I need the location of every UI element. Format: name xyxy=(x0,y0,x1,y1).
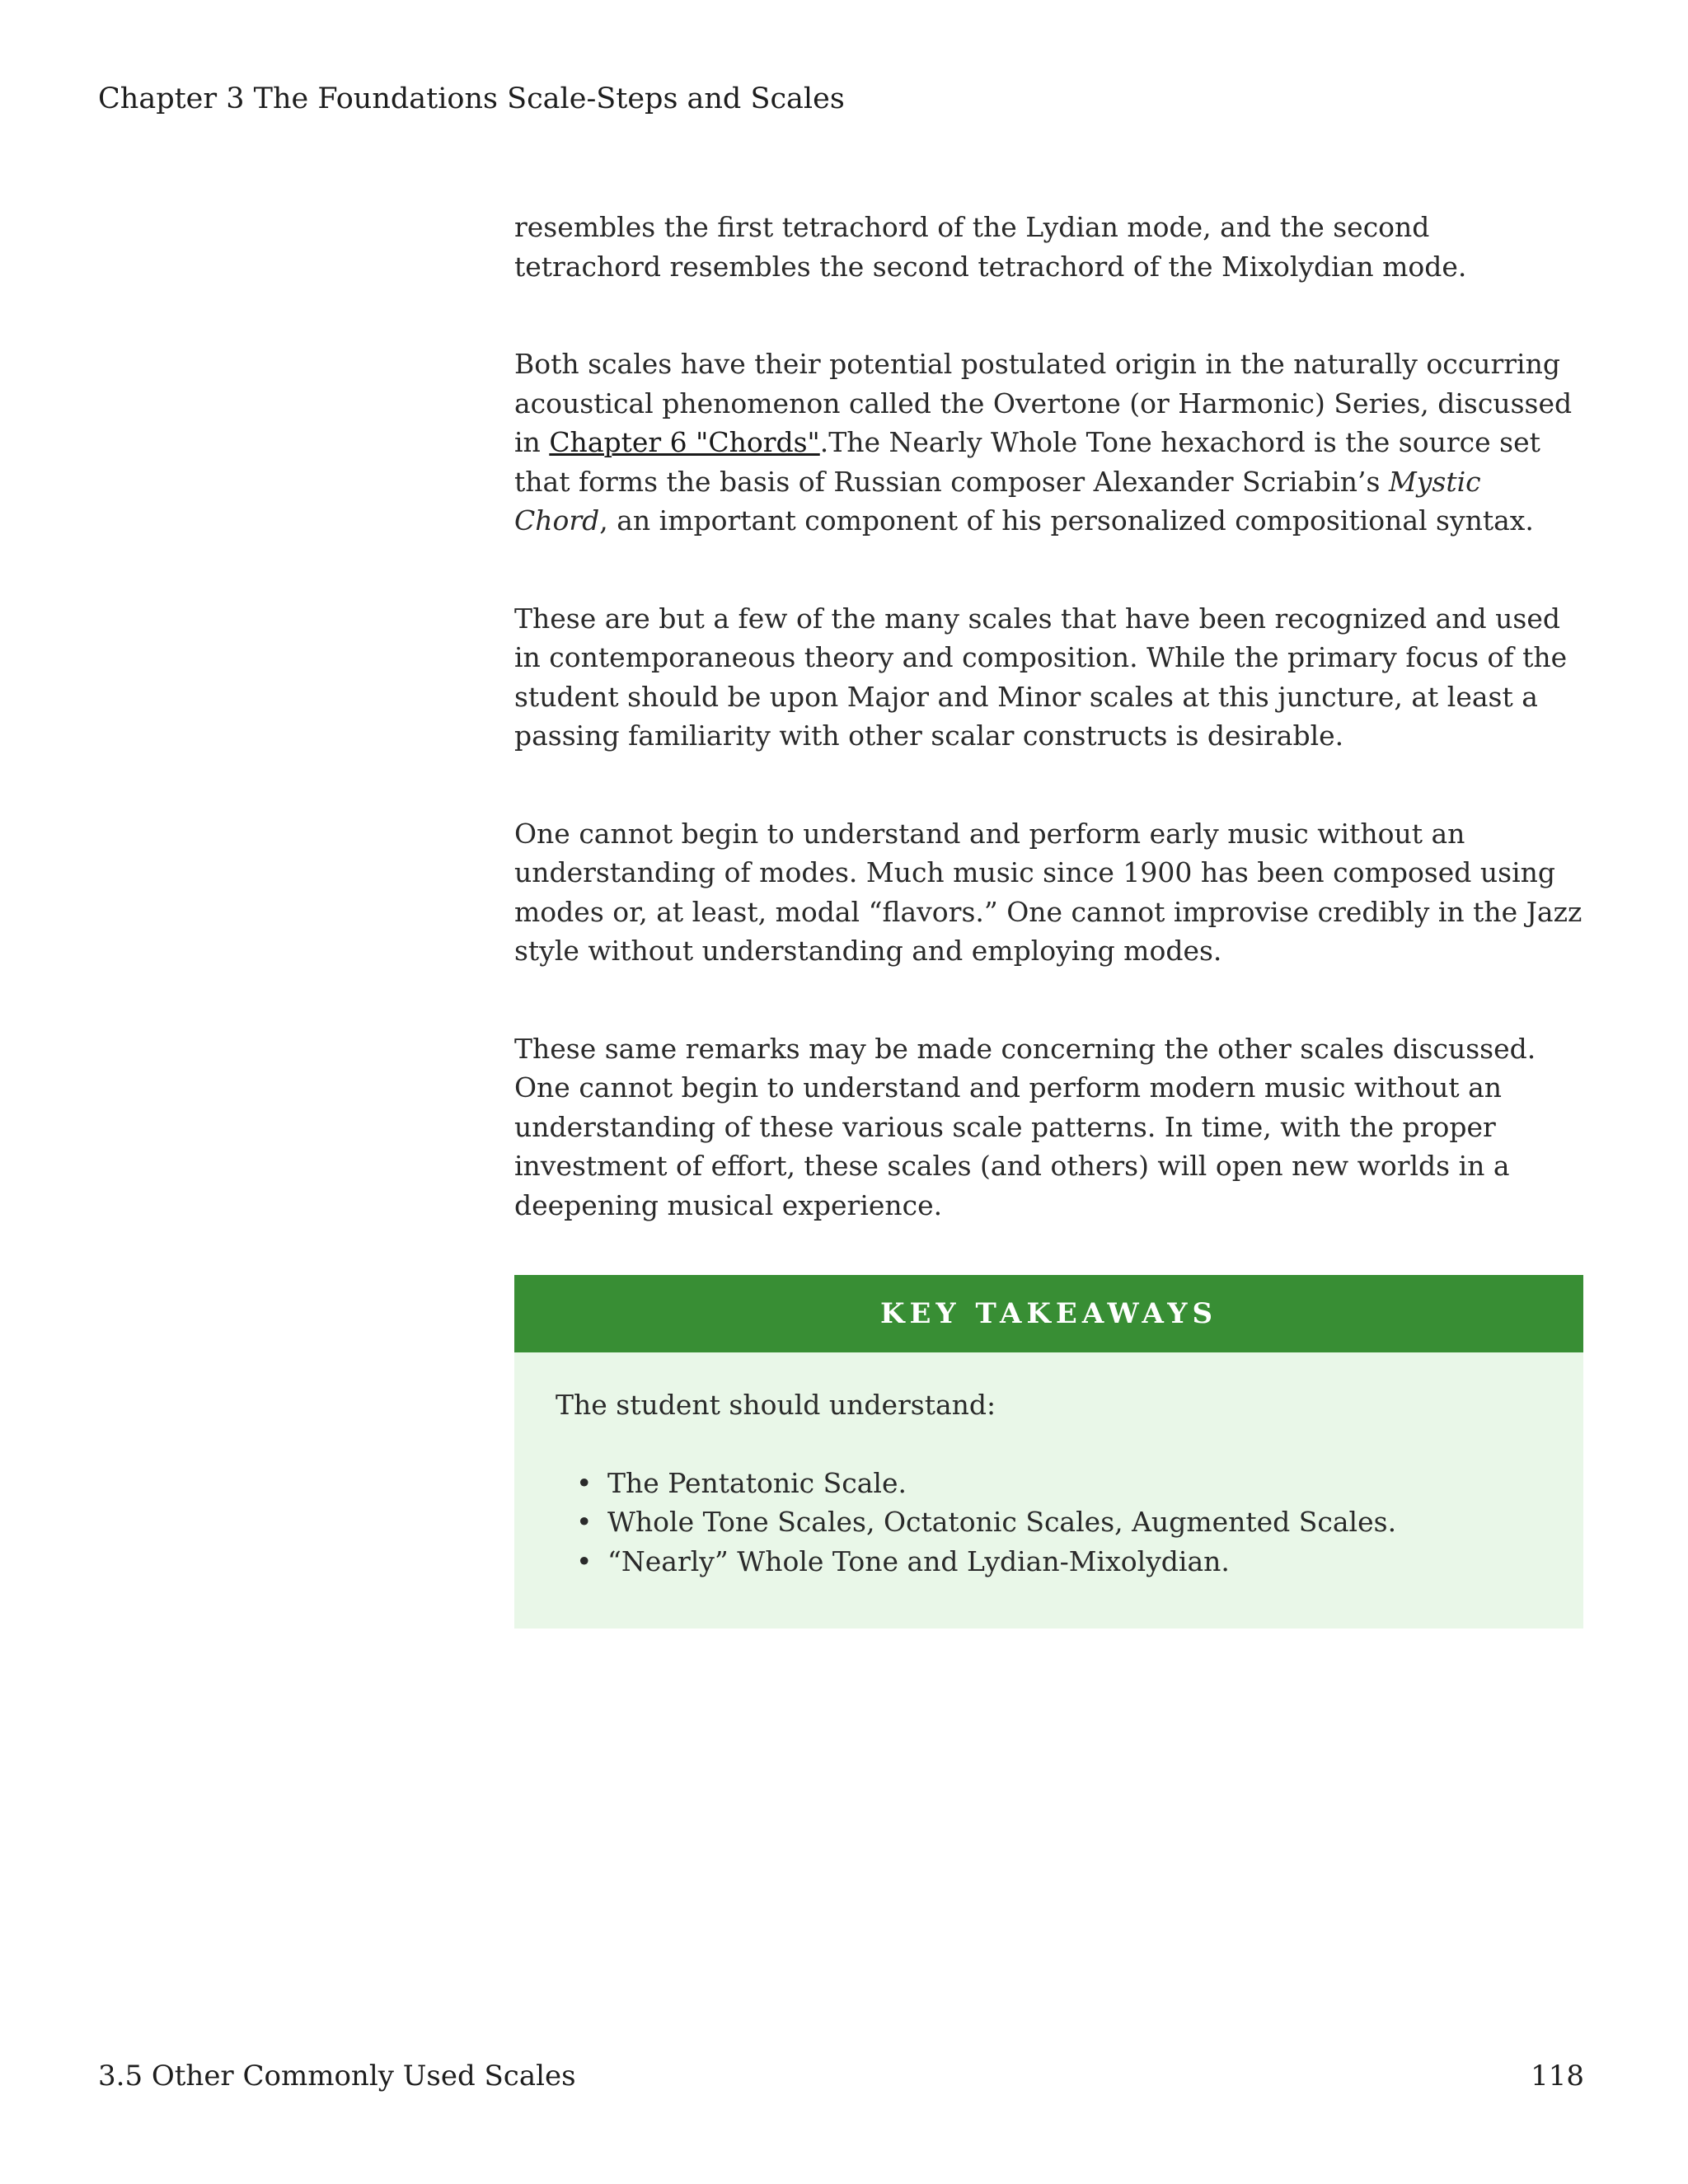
footer-section-title: 3.5 Other Commonly Used Scales xyxy=(98,2060,576,2093)
mystic-chord-term: Mystic Chord xyxy=(514,465,1481,537)
bullet-icon: • xyxy=(576,1506,593,1538)
list-item xyxy=(576,1502,1542,1542)
page-content xyxy=(514,208,1582,1629)
paragraph-overtone-series xyxy=(514,344,1582,541)
chapter-6-chords-link[interactable]: Chapter 6 "Chords" xyxy=(549,426,820,458)
key-takeaways-list xyxy=(556,1464,1542,1582)
bullet-icon: • xyxy=(576,1544,593,1577)
paragraph-other-scales: These are but a few of the many scales that have been recognized and used in contemporaneous theory and composition. While the primary focus of the student should be upon Major and Minor scales at this juncture, at least a passing familiarity with other scalar constructs is desirable. xyxy=(514,602,1568,752)
key-takeaways-box xyxy=(514,1275,1583,1629)
running-header: Chapter 3 The Foundations Scale-Steps and Scales xyxy=(98,82,845,115)
list-item xyxy=(576,1464,1542,1503)
paragraph-modes: One cannot begin to understand and perform early music without an understanding of modes. Much music since 1900 has been composed using modes or, at least, modal “flavors.” One cannot improvise credibly in the Jazz style without understanding and employing modes. xyxy=(514,817,1582,967)
list-item-text: “Nearly” Whole Tone and Lydian-Mixolydian. xyxy=(607,1544,1230,1577)
page-number: 118 xyxy=(1531,2060,1584,2093)
bullet-icon: • xyxy=(576,1466,593,1499)
key-takeaways-body xyxy=(514,1352,1583,1629)
paragraph-text: , an important component of his personalized compositional syntax. xyxy=(599,504,1534,537)
list-item-text: The Pentatonic Scale. xyxy=(607,1466,907,1499)
key-takeaways-intro: The student should understand: xyxy=(556,1389,996,1421)
paragraph-text: .The Nearly Whole Tone hexachord is the source set that forms the basis of Russian composer Alexander Scriabin’s xyxy=(514,426,1540,498)
paragraph-remarks: These same remarks may be made concerning the other scales discussed. One cannot begin to understand and perform modern music without an understanding of these various scale patterns. In time, with the proper investment of effort, these scales (and others) will open new worlds in a deepening musical experience. xyxy=(514,1032,1536,1221)
paragraph-lydian-mixolydian: resembles the first tetrachord of the Lydian mode, and the second tetrachord resembles the second tetrachord of the Mixolydian mode. xyxy=(514,211,1467,283)
list-item xyxy=(576,1542,1542,1582)
list-item-text: Whole Tone Scales, Octatonic Scales, Augmented Scales. xyxy=(607,1506,1397,1538)
key-takeaways-title: KEY TAKEAWAYS xyxy=(514,1275,1583,1352)
paragraph-text: Both scales have their potential postulated origin in the naturally occurring acoustical phenomenon called the Overtone (or Harmonic) Series, discussed in xyxy=(514,348,1573,458)
